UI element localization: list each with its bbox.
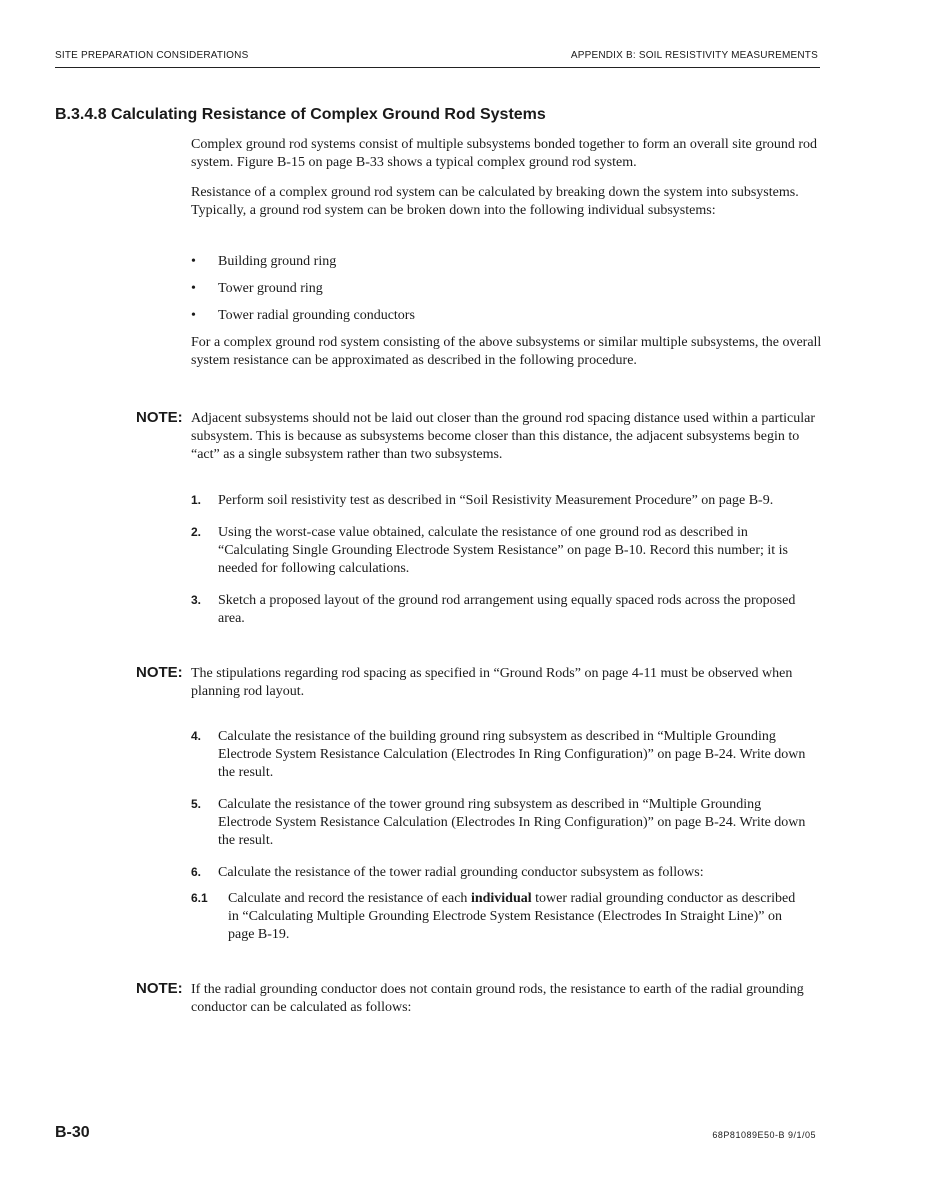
step-text: Sketch a proposed layout of the ground rod arrangement using equally spaced rods across the proposed area. <box>218 593 796 626</box>
running-header-left: SITE PREPARATION CONSIDERATIONS <box>55 50 249 61</box>
step-number: 5. <box>191 797 202 811</box>
list-item <box>191 280 323 298</box>
note-label: NOTE: <box>136 409 183 426</box>
step-number: 3. <box>191 593 202 607</box>
step-number: 4. <box>191 729 202 743</box>
step-text: Calculate the resistance of the tower radial grounding conductor subsystem as follows: <box>218 865 704 880</box>
step-number: 1. <box>191 493 202 507</box>
document-id: 68P81089E50-B 9/1/05 <box>712 1130 816 1140</box>
bullet-text: Tower radial grounding conductors <box>218 308 415 323</box>
bullet-text: Building ground ring <box>218 254 337 269</box>
page-number: B-30 <box>55 1124 90 1141</box>
substep-text <box>228 890 798 944</box>
bullet-icon: • <box>191 308 196 323</box>
substep-text-after: tower radial grounding conductor as described in “Calculating Multiple Grounding Electrode System Resistance (Electrodes In Straight Line)” on page B-19. <box>228 891 796 942</box>
note-text: The stipulations regarding rod spacing as specified in “Ground Rods” on page 4-11 must be observed when planning rod layout. <box>191 666 793 699</box>
note-label: NOTE: <box>136 664 183 681</box>
procedure-intro-paragraph: For a complex ground rod system consisting of the above subsystems or similar multiple subsystems, the overall system resistance can be approximated as described in the following procedure. <box>191 335 822 368</box>
step-text: Calculate the resistance of the tower ground ring subsystem as described in “Multiple Grounding Electrode System Resistance Calculation (Electrodes In Ring Configuration)” on page B-24. Write down the result. <box>218 797 806 848</box>
note-text: Adjacent subsystems should not be laid out closer than the ground rod spacing distance used within a particular subsystem. This is because as subsystems become closer than this distance, the adjacent subsystems begin to “act” as a single subsystem rather than two subsystems. <box>191 411 816 462</box>
step-text: Perform soil resistivity test as described in “Soil Resistivity Measurement Procedure” on page B-9. <box>218 493 774 508</box>
step-number: 2. <box>191 525 202 539</box>
substep-emphasis: individual <box>470 891 532 906</box>
subsystems-paragraph: Resistance of a complex ground rod system can be calculated by breaking down the system into subsystems. Typically, a ground rod system can be broken down into the following individual subsystems: <box>191 185 799 218</box>
step-number: 6. <box>191 865 202 879</box>
substep-text-before: Calculate and record the resistance of each <box>228 891 471 906</box>
note-text: If the radial grounding conductor does not contain ground rods, the resistance to earth of the radial grounding conductor can be calculated as follows: <box>191 982 804 1015</box>
section-heading: B.3.4.8 Calculating Resistance of Complex Ground Rod Systems <box>55 106 546 123</box>
step-text: Calculate the resistance of the building ground ring subsystem as described in “Multiple Grounding Electrode System Resistance Calculation (Electrodes In Ring Configuration)” on page B-24. Write down the result. <box>218 729 806 780</box>
bullet-text: Tower ground ring <box>218 281 323 296</box>
step-text: Using the worst-case value obtained, calculate the resistance of one ground rod as described in “Calculating Single Grounding Electrode System Resistance” on page B-10. Record this number; it is needed for following calculations. <box>218 525 788 576</box>
substep-number: 6.1 <box>191 891 208 905</box>
list-item <box>191 307 415 325</box>
intro-paragraph: Complex ground rod systems consist of multiple subsystems bonded together to form an overall site ground rod system. Figure B-15 on page B-33 shows a typical complex ground rod system. <box>191 137 818 170</box>
bullet-icon: • <box>191 281 196 296</box>
bullet-icon: • <box>191 254 196 269</box>
list-item <box>191 253 336 271</box>
note-label: NOTE: <box>136 980 183 997</box>
running-header-right: APPENDIX B: SOIL RESISTIVITY MEASUREMENTS <box>570 50 818 61</box>
header-rule <box>55 67 820 68</box>
